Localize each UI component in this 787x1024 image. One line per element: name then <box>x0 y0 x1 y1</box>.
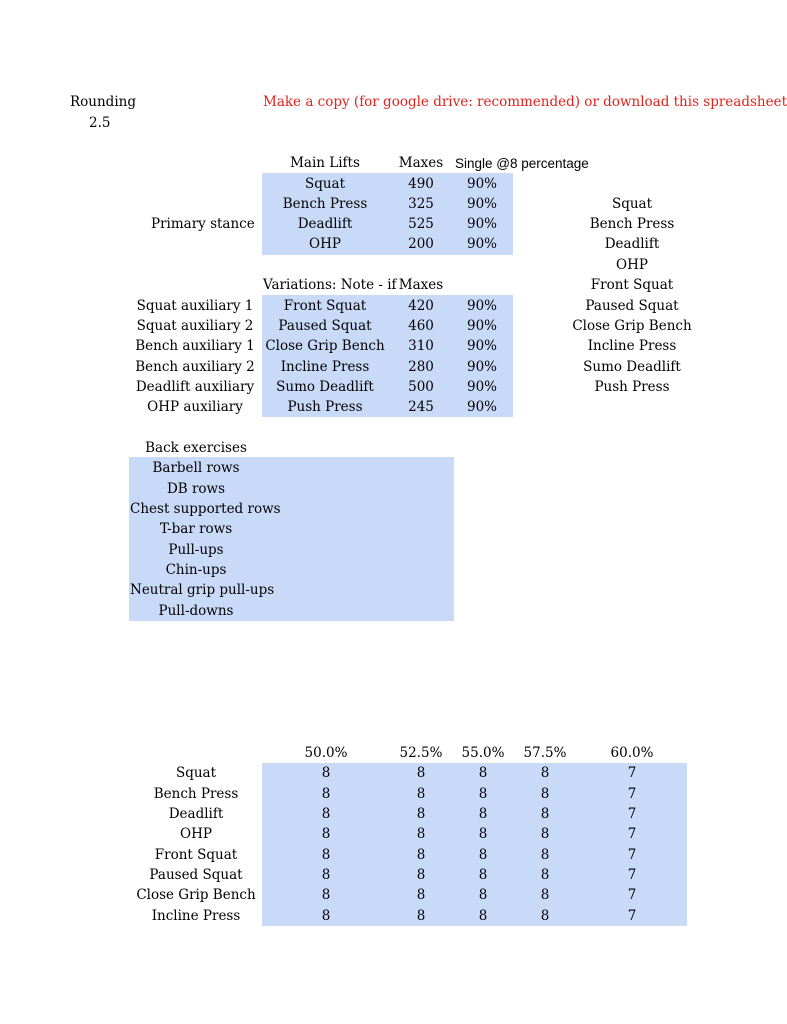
copy-notice: Make a copy (for google drive: recommended) or download this spreadsheet <box>263 94 787 110</box>
reps-cell[interactable]: 7 <box>627 786 637 802</box>
reps-cell[interactable]: 7 <box>627 867 637 883</box>
back-exercise-item[interactable]: Barbell rows <box>152 460 240 476</box>
reps-cell[interactable]: 8 <box>478 887 488 903</box>
variation-pct[interactable]: 90% <box>466 359 497 375</box>
main-lift-pct[interactable]: 90% <box>466 196 497 212</box>
reps-cell[interactable]: 8 <box>478 867 488 883</box>
reps-row-label: Bench Press <box>153 786 239 802</box>
reps-row-label: Close Grip Bench <box>136 887 256 903</box>
reps-cell[interactable]: 8 <box>540 887 550 903</box>
exercise-list-item: OHP <box>616 257 648 273</box>
exercise-list-item: Bench Press <box>589 216 675 232</box>
reps-cell[interactable]: 8 <box>540 847 550 863</box>
variation-lift-name[interactable]: Close Grip Bench <box>265 338 385 354</box>
reps-cell[interactable]: 8 <box>416 765 426 781</box>
main-lift-pct[interactable]: 90% <box>466 216 497 232</box>
variation-max[interactable]: 280 <box>408 359 434 375</box>
exercise-list-item: Squat <box>611 196 653 212</box>
reps-row-label: OHP <box>180 826 212 842</box>
back-exercise-item[interactable]: T-bar rows <box>159 521 233 537</box>
rounding-value[interactable]: 2.5 <box>89 115 111 131</box>
main-lift-max[interactable]: 490 <box>408 176 434 192</box>
variation-max[interactable]: 460 <box>408 318 434 334</box>
back-exercise-item[interactable]: DB rows <box>166 481 226 497</box>
reps-row-label: Incline Press <box>151 908 241 924</box>
reps-header-pct: 50.0% <box>304 745 348 761</box>
maxes-header: Maxes <box>398 155 444 171</box>
exercise-list-item: Close Grip Bench <box>572 318 692 334</box>
main-lift-max[interactable]: 200 <box>408 236 434 252</box>
single-percentage-header: Single @8 percentage <box>455 156 589 171</box>
reps-cell[interactable]: 8 <box>416 887 426 903</box>
exercise-list-item: Front Squat <box>590 277 674 293</box>
exercise-list-item: Paused Squat <box>585 298 679 314</box>
back-exercise-item[interactable]: Chin-ups <box>165 562 227 578</box>
main-lifts-header: Main Lifts <box>290 155 360 171</box>
reps-cell[interactable]: 8 <box>540 765 550 781</box>
reps-cell[interactable]: 8 <box>321 887 331 903</box>
back-exercises-title: Back exercises <box>145 440 247 456</box>
back-exercise-item[interactable]: Pull-ups <box>168 542 224 558</box>
variation-max[interactable]: 310 <box>408 338 434 354</box>
variation-lift-name[interactable]: Push Press <box>287 399 363 415</box>
variation-pct[interactable]: 90% <box>466 399 497 415</box>
reps-cell[interactable]: 8 <box>478 806 488 822</box>
reps-cell[interactable]: 8 <box>321 826 331 842</box>
main-lift-max[interactable]: 325 <box>408 196 434 212</box>
exercise-list-item: Deadlift <box>604 236 660 252</box>
variation-pct[interactable]: 90% <box>466 318 497 334</box>
reps-cell[interactable]: 7 <box>627 826 637 842</box>
reps-cell[interactable]: 8 <box>321 806 331 822</box>
reps-cell[interactable]: 8 <box>321 847 331 863</box>
main-lift-max[interactable]: 525 <box>408 216 434 232</box>
variation-pct[interactable]: 90% <box>466 338 497 354</box>
main-lift-name[interactable]: Deadlift <box>297 216 353 232</box>
variation-lift-name[interactable]: Paused Squat <box>278 318 372 334</box>
exercise-list-item: Sumo Deadlift <box>583 359 681 375</box>
reps-cell[interactable]: 8 <box>478 765 488 781</box>
main-lift-pct[interactable]: 90% <box>466 176 497 192</box>
reps-cell[interactable]: 7 <box>627 908 637 924</box>
reps-cell[interactable]: 8 <box>478 786 488 802</box>
reps-cell[interactable]: 8 <box>416 908 426 924</box>
reps-cell[interactable]: 8 <box>321 867 331 883</box>
reps-cell[interactable]: 7 <box>627 765 637 781</box>
back-exercise-item[interactable]: Pull-downs <box>158 603 234 619</box>
reps-cell[interactable]: 8 <box>478 908 488 924</box>
back-exercise-item[interactable]: Neutral grip pull-ups <box>130 582 275 598</box>
variations-header: Variations: Note - if <box>263 277 397 293</box>
exercise-list-item: Incline Press <box>587 338 677 354</box>
variation-pct[interactable]: 90% <box>466 379 497 395</box>
primary-stance-label: Primary stance <box>151 216 255 232</box>
rounding-label: Rounding <box>70 94 136 110</box>
reps-cell[interactable]: 8 <box>540 786 550 802</box>
auxiliary-role-label: Deadlift auxiliary <box>135 379 255 395</box>
reps-cell[interactable]: 8 <box>416 867 426 883</box>
reps-header-pct: 57.5% <box>523 745 567 761</box>
reps-cell[interactable]: 8 <box>540 826 550 842</box>
main-lift-name[interactable]: Bench Press <box>282 196 368 212</box>
main-lift-name[interactable]: OHP <box>309 236 341 252</box>
reps-row-label: Squat <box>175 765 217 781</box>
reps-cell[interactable]: 8 <box>416 786 426 802</box>
reps-row-label: Paused Squat <box>149 867 243 883</box>
auxiliary-role-label: Squat auxiliary 2 <box>136 318 254 334</box>
reps-cell[interactable]: 7 <box>627 806 637 822</box>
variation-lift-name[interactable]: Sumo Deadlift <box>276 379 374 395</box>
back-exercise-item[interactable]: Chest supported rows <box>130 501 281 517</box>
main-lift-name[interactable]: Squat <box>304 176 346 192</box>
variation-max[interactable]: 245 <box>408 399 434 415</box>
reps-row-label: Deadlift <box>168 806 224 822</box>
variation-max[interactable]: 420 <box>408 298 434 314</box>
reps-cell[interactable]: 8 <box>540 806 550 822</box>
variations-maxes-header: Maxes <box>398 277 444 293</box>
reps-cell[interactable]: 8 <box>321 765 331 781</box>
reps-cell[interactable]: 8 <box>540 908 550 924</box>
reps-header-pct: 60.0% <box>610 745 654 761</box>
reps-cell[interactable]: 8 <box>416 847 426 863</box>
reps-cell[interactable]: 7 <box>627 847 637 863</box>
exercise-list-item: Push Press <box>594 379 670 395</box>
reps-cell[interactable]: 8 <box>416 806 426 822</box>
variation-lift-name[interactable]: Incline Press <box>280 359 370 375</box>
variation-lift-name[interactable]: Front Squat <box>283 298 367 314</box>
reps-cell[interactable]: 8 <box>416 826 426 842</box>
auxiliary-role-label: Bench auxiliary 1 <box>135 338 255 354</box>
reps-header-pct: 52.5% <box>399 745 443 761</box>
auxiliary-role-label: Bench auxiliary 2 <box>135 359 255 375</box>
reps-header-pct: 55.0% <box>461 745 505 761</box>
auxiliary-role-label: OHP auxiliary <box>147 399 243 415</box>
variation-pct[interactable]: 90% <box>466 298 497 314</box>
reps-row-label: Front Squat <box>154 847 238 863</box>
reps-cell[interactable]: 8 <box>321 786 331 802</box>
reps-cell[interactable]: 8 <box>540 867 550 883</box>
main-lift-pct[interactable]: 90% <box>466 236 497 252</box>
reps-cell[interactable]: 8 <box>321 908 331 924</box>
reps-cell[interactable]: 8 <box>478 847 488 863</box>
auxiliary-role-label: Squat auxiliary 1 <box>136 298 254 314</box>
variation-max[interactable]: 500 <box>408 379 434 395</box>
reps-cell[interactable]: 7 <box>627 887 637 903</box>
reps-cell[interactable]: 8 <box>478 826 488 842</box>
